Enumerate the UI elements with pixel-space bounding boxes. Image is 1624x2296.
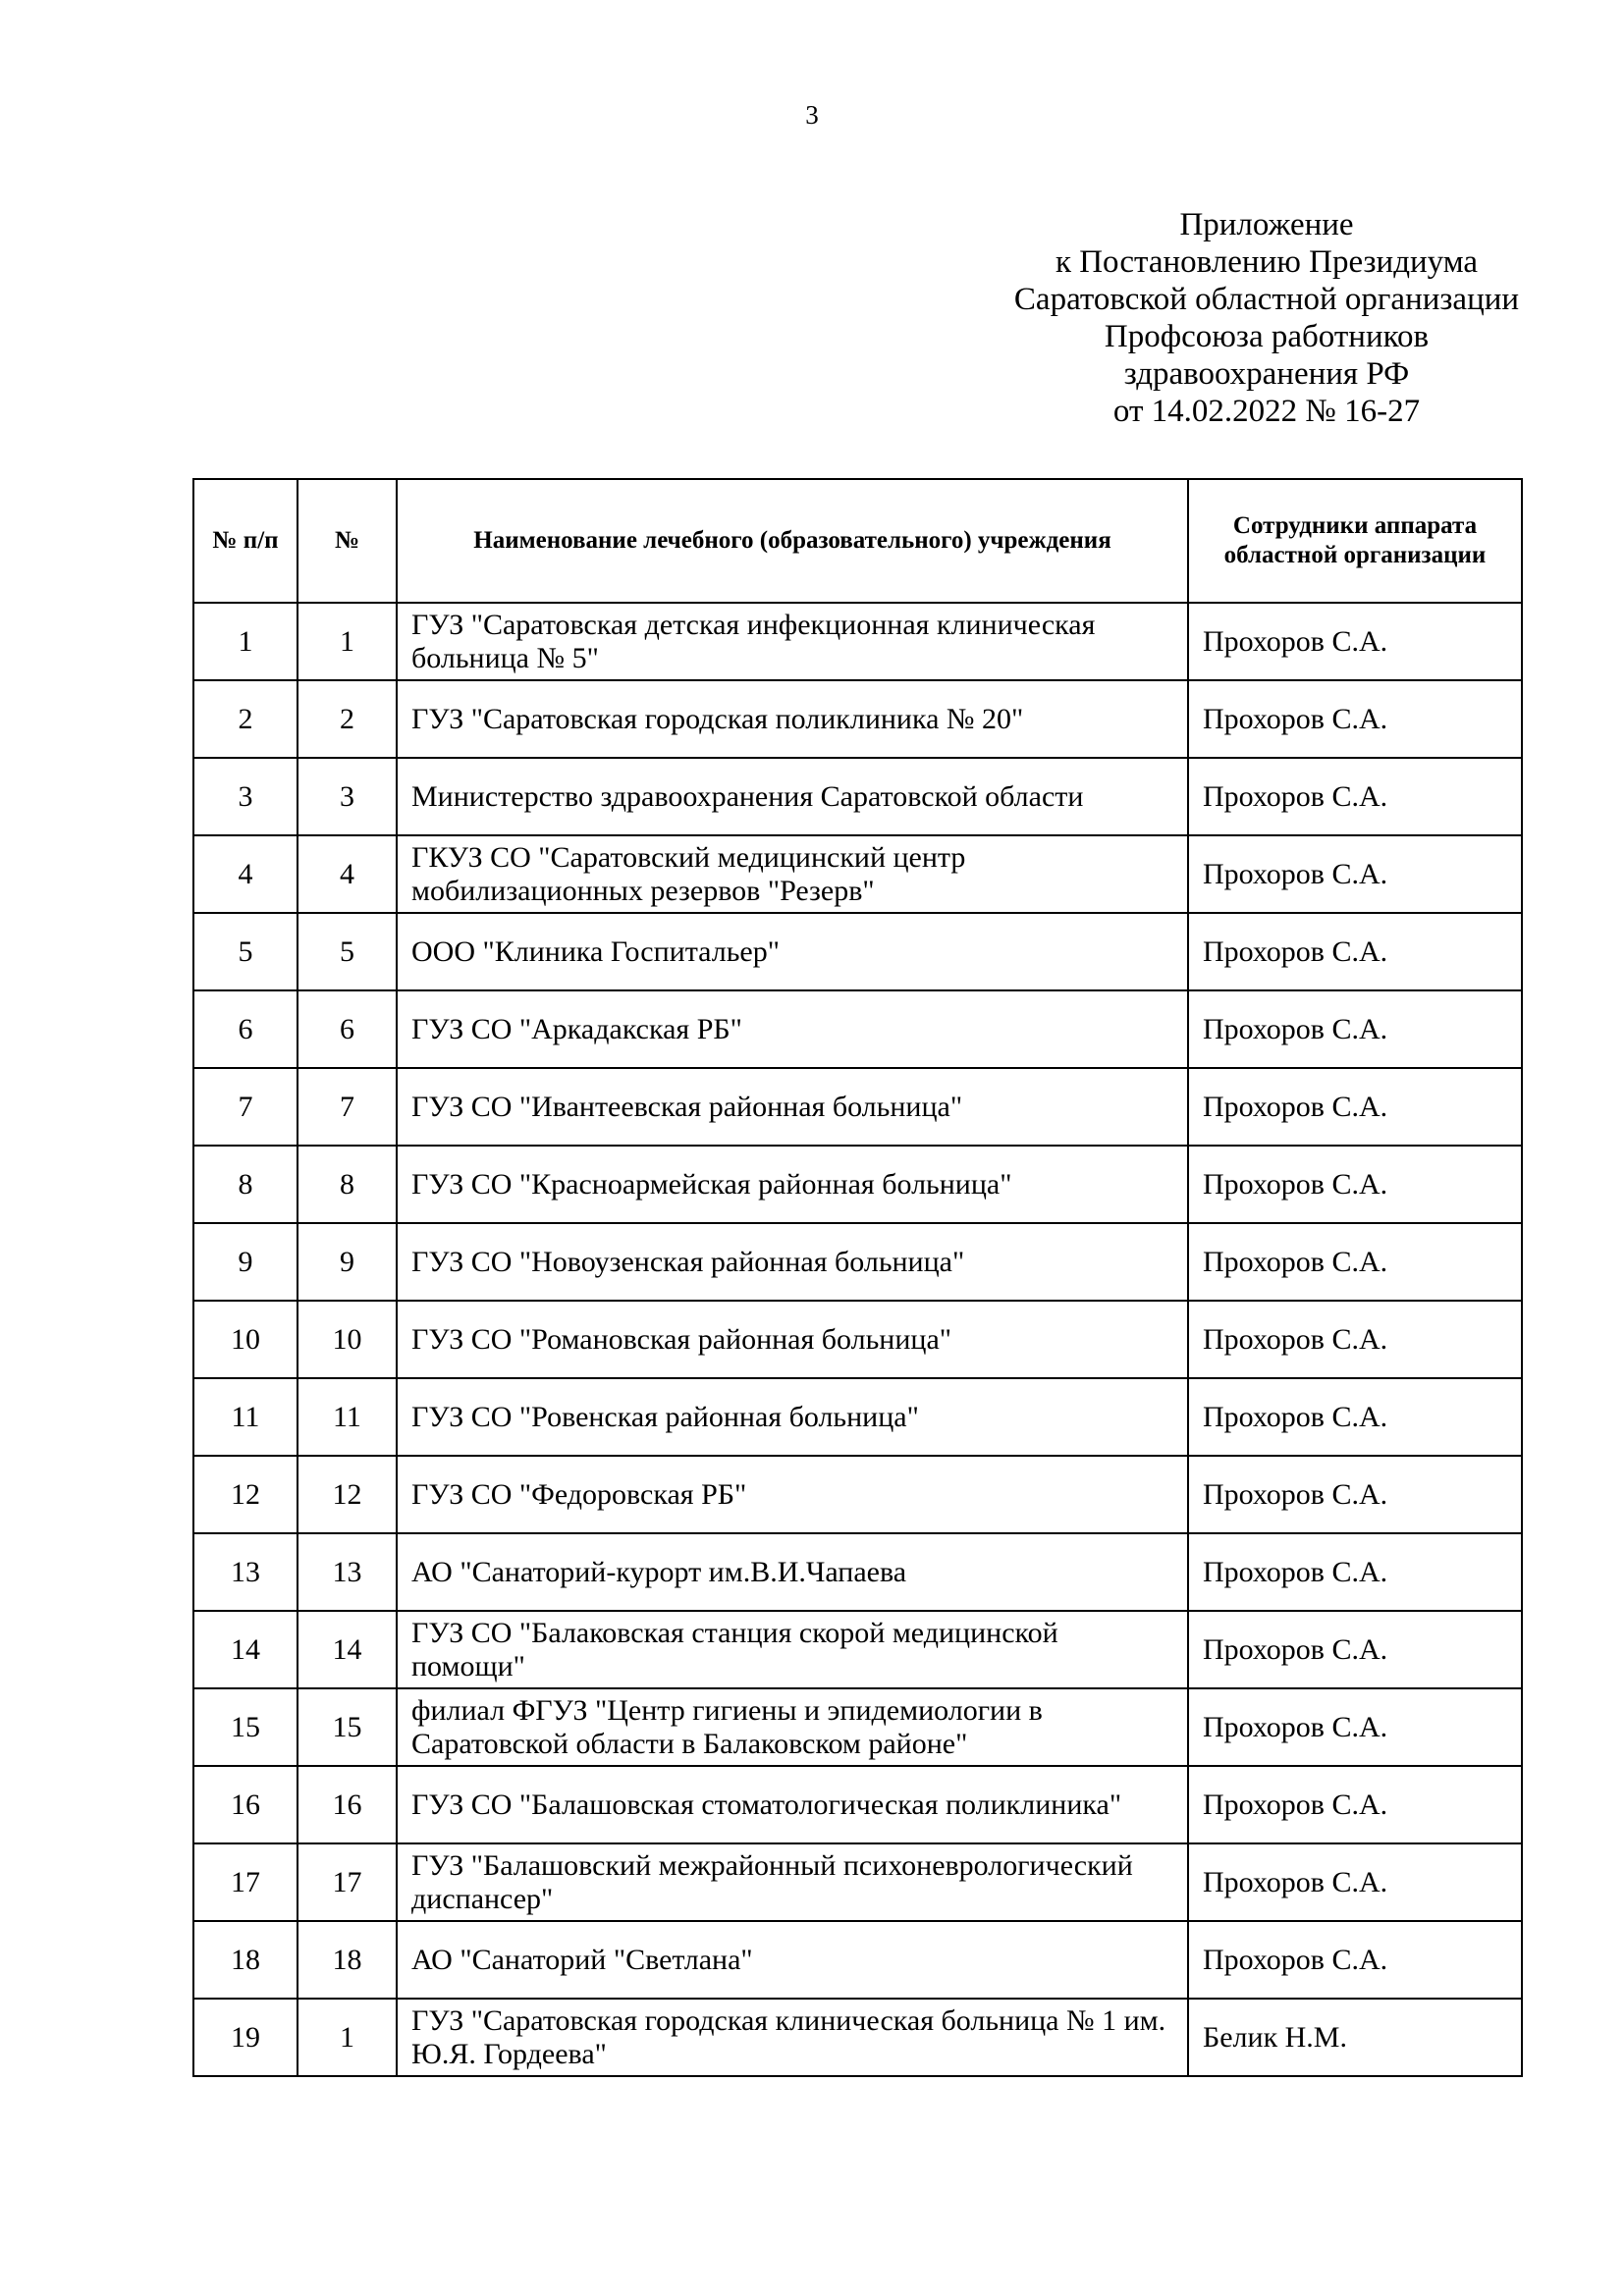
cell-num: 11 [298,1378,397,1456]
table-row [193,835,1522,913]
table-row [193,913,1522,990]
cell-num: 4 [298,835,397,913]
cell-staff: Прохоров С.А. [1188,1843,1522,1921]
cell-num: 18 [298,1921,397,1999]
cell-staff: Прохоров С.А. [1188,1068,1522,1146]
cell-institution: АО "Санаторий "Светлана" [397,1921,1188,1999]
cell-institution: АО "Санаторий-курорт им.В.И.Чапаева [397,1533,1188,1611]
cell-institution: ГУЗ СО "Ровенская районная больница" [397,1378,1188,1456]
cell-institution: ГУЗ "Саратовская городская клиническая больница № 1 им. Ю.Я. Гордеева" [397,1999,1188,2076]
cell-institution: ГУЗ "Балашовский межрайонный психоневрологический диспансер" [397,1843,1188,1921]
table-row [193,990,1522,1068]
cell-pp: 8 [193,1146,298,1223]
cell-num: 3 [298,758,397,835]
cell-num: 8 [298,1146,397,1223]
table-row [193,1611,1522,1688]
cell-num: 13 [298,1533,397,1611]
cell-institution: ГУЗ "Саратовская детская инфекционная клиническая больница № 5" [397,603,1188,680]
cell-pp: 10 [193,1301,298,1378]
cell-pp: 18 [193,1921,298,1999]
appendix-heading [972,206,1561,430]
page-number: 3 [805,100,819,130]
cell-staff: Белик Н.М. [1188,1999,1522,2076]
appendix-line: к Постановлению Президиума [1055,244,1479,280]
table-header-row [193,479,1522,603]
cell-institution: ГУЗ СО "Красноармейская районная больница" [397,1146,1188,1223]
cell-staff: Прохоров С.А. [1188,1533,1522,1611]
cell-institution: Министерство здравоохранения Саратовской области [397,758,1188,835]
cell-pp: 3 [193,758,298,835]
cell-institution: ГУЗ СО "Романовская районная больница" [397,1301,1188,1378]
cell-pp: 11 [193,1378,298,1456]
header-institution: Наименование лечебного (образовательного) учреждения [397,479,1188,603]
cell-pp: 14 [193,1611,298,1688]
table-row [193,603,1522,680]
cell-institution: ГУЗ СО "Новоузенская районная больница" [397,1223,1188,1301]
cell-staff: Прохоров С.А. [1188,758,1522,835]
table-row [193,1378,1522,1456]
appendix-line: Профсоюза работников [1104,319,1430,354]
cell-staff: Прохоров С.А. [1188,835,1522,913]
cell-pp: 1 [193,603,298,680]
cell-staff: Прохоров С.А. [1188,1611,1522,1688]
cell-staff: Прохоров С.А. [1188,1921,1522,1999]
table-row [193,680,1522,758]
cell-num: 15 [298,1688,397,1766]
cell-pp: 7 [193,1068,298,1146]
cell-pp: 19 [193,1999,298,2076]
cell-staff: Прохоров С.А. [1188,1146,1522,1223]
cell-staff: Прохоров С.А. [1188,990,1522,1068]
cell-staff: Прохоров С.А. [1188,1456,1522,1533]
cell-pp: 16 [193,1766,298,1843]
table-row [193,1533,1522,1611]
cell-institution: ООО "Клиника Госпитальер" [397,913,1188,990]
cell-pp: 17 [193,1843,298,1921]
header-num: № [298,479,397,603]
cell-institution: ГУЗ СО "Балашовская стоматологическая поликлиника" [397,1766,1188,1843]
header-pp: № п/п [193,479,298,603]
cell-num: 1 [298,603,397,680]
table-row [193,1146,1522,1223]
cell-pp: 9 [193,1223,298,1301]
appendix-line: Приложение [1179,207,1354,242]
header-staff: Сотрудники аппарата областной организации [1188,479,1522,603]
cell-num: 16 [298,1766,397,1843]
cell-pp: 12 [193,1456,298,1533]
cell-num: 7 [298,1068,397,1146]
cell-num: 2 [298,680,397,758]
cell-num: 14 [298,1611,397,1688]
cell-pp: 4 [193,835,298,913]
cell-staff: Прохоров С.А. [1188,1223,1522,1301]
table-row [193,1999,1522,2076]
table-row [193,758,1522,835]
cell-staff: Прохоров С.А. [1188,1378,1522,1456]
appendix-line: от 14.02.2022 № 16-27 [1112,394,1421,429]
table-row [193,1223,1522,1301]
table-body [193,603,1522,2076]
cell-institution: ГКУЗ СО "Саратовский медицинский центр мобилизационных резервов "Резерв" [397,835,1188,913]
table-row [193,1301,1522,1378]
cell-num: 6 [298,990,397,1068]
cell-num: 12 [298,1456,397,1533]
cell-institution: ГУЗ СО "Ивантеевская районная больница" [397,1068,1188,1146]
institutions-table [192,478,1523,2077]
cell-pp: 2 [193,680,298,758]
cell-institution: ГУЗ СО "Аркадакская РБ" [397,990,1188,1068]
cell-num: 9 [298,1223,397,1301]
cell-institution: ГУЗ "Саратовская городская поликлиника № 20" [397,680,1188,758]
cell-pp: 15 [193,1688,298,1766]
appendix-line: Саратовской областной организации [1013,282,1520,317]
table-row [193,1456,1522,1533]
cell-institution: ГУЗ СО "Федоровская РБ" [397,1456,1188,1533]
table-row [193,1843,1522,1921]
cell-num: 1 [298,1999,397,2076]
cell-num: 17 [298,1843,397,1921]
cell-staff: Прохоров С.А. [1188,1766,1522,1843]
cell-pp: 13 [193,1533,298,1611]
table-row [193,1068,1522,1146]
cell-staff: Прохоров С.А. [1188,603,1522,680]
cell-staff: Прохоров С.А. [1188,1688,1522,1766]
appendix-line: здравоохранения РФ [1123,356,1410,392]
cell-staff: Прохоров С.А. [1188,913,1522,990]
cell-pp: 5 [193,913,298,990]
cell-num: 10 [298,1301,397,1378]
table-row [193,1688,1522,1766]
cell-institution: филиал ФГУЗ "Центр гигиены и эпидемиологии в Саратовской области в Балаковском районе" [397,1688,1188,1766]
cell-institution: ГУЗ СО "Балаковская станция скорой медицинской помощи" [397,1611,1188,1688]
table-row [193,1921,1522,1999]
cell-pp: 6 [193,990,298,1068]
cell-staff: Прохоров С.А. [1188,1301,1522,1378]
cell-num: 5 [298,913,397,990]
table-row [193,1766,1522,1843]
cell-staff: Прохоров С.А. [1188,680,1522,758]
